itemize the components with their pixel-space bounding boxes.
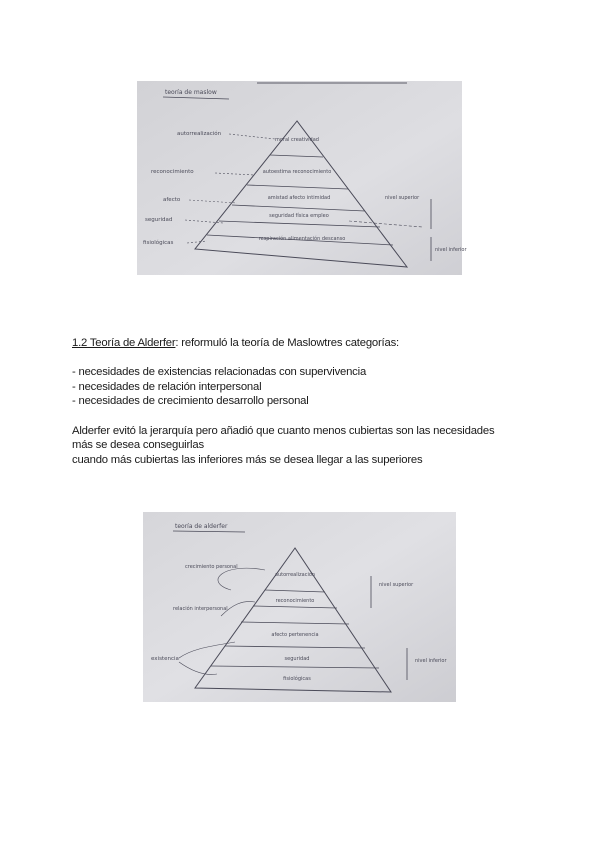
paragraph-line: más se desea conseguirlas bbox=[72, 439, 204, 452]
right-label-top: nivel superior bbox=[379, 582, 414, 588]
paragraph-line: cuando más cubiertas las inferiores más se desea llegar a las superiores bbox=[72, 453, 423, 466]
left-label: seguridad bbox=[145, 217, 173, 223]
level-label: amistad afecto intimidad bbox=[267, 195, 331, 201]
paragraph-line: Alderfer evitó la jerarquía pero añadió que cuanto menos cubiertas son las necesidades bbox=[72, 424, 495, 437]
maslow-pyramid-drawing bbox=[137, 81, 467, 275]
left-label: afecto bbox=[163, 197, 181, 203]
level-label: seguridad física empleo bbox=[269, 213, 329, 219]
paper-background bbox=[137, 81, 462, 275]
level-label: seguridad bbox=[284, 656, 310, 662]
section-heading-rest: : reformuló la teoría de Maslowtres categorías: bbox=[175, 337, 399, 349]
alderfer-pyramid-drawing bbox=[143, 512, 456, 702]
photo-title: teoría de maslow bbox=[165, 89, 217, 96]
level-label: reconocimiento bbox=[275, 598, 315, 604]
left-label: crecimiento personal bbox=[185, 564, 238, 570]
alderfer-text-block bbox=[72, 336, 542, 467]
level-label: respiración alimentación descanso bbox=[258, 236, 346, 242]
left-label: reconocimiento bbox=[151, 169, 194, 175]
right-label-top: nivel superior bbox=[385, 195, 420, 201]
explanation-paragraph bbox=[72, 424, 542, 468]
level-label: fisiológicas bbox=[283, 676, 311, 682]
photo-title: teoría de alderfer bbox=[175, 523, 228, 530]
section-heading bbox=[72, 336, 542, 351]
list-item: - necesidades de crecimiento desarrollo personal bbox=[72, 395, 309, 408]
level-label: afecto pertenencia bbox=[271, 632, 319, 638]
section-title: 1.2 Teoría de Alderfer bbox=[72, 337, 176, 349]
level-label: autorrealización bbox=[274, 572, 316, 578]
level-label: moral creatividad bbox=[275, 137, 319, 143]
left-label: relación interpersonal bbox=[173, 606, 228, 612]
maslow-pyramid-photo bbox=[137, 81, 467, 275]
list-item: - necesidades de existencias relacionadas con supervivencia bbox=[72, 366, 367, 379]
level-label: autoestima reconocimiento bbox=[262, 169, 332, 175]
right-label-bottom: nivel inferior bbox=[435, 247, 467, 253]
left-label: autorrealización bbox=[177, 131, 222, 137]
alderfer-pyramid-photo bbox=[143, 512, 456, 702]
left-label: fisiológicas bbox=[143, 240, 174, 246]
right-label-bottom: nivel inferior bbox=[415, 658, 447, 664]
list-item: - necesidades de relación interpersonal bbox=[72, 380, 262, 393]
needs-list bbox=[72, 365, 542, 409]
left-label: existencia bbox=[151, 656, 179, 662]
